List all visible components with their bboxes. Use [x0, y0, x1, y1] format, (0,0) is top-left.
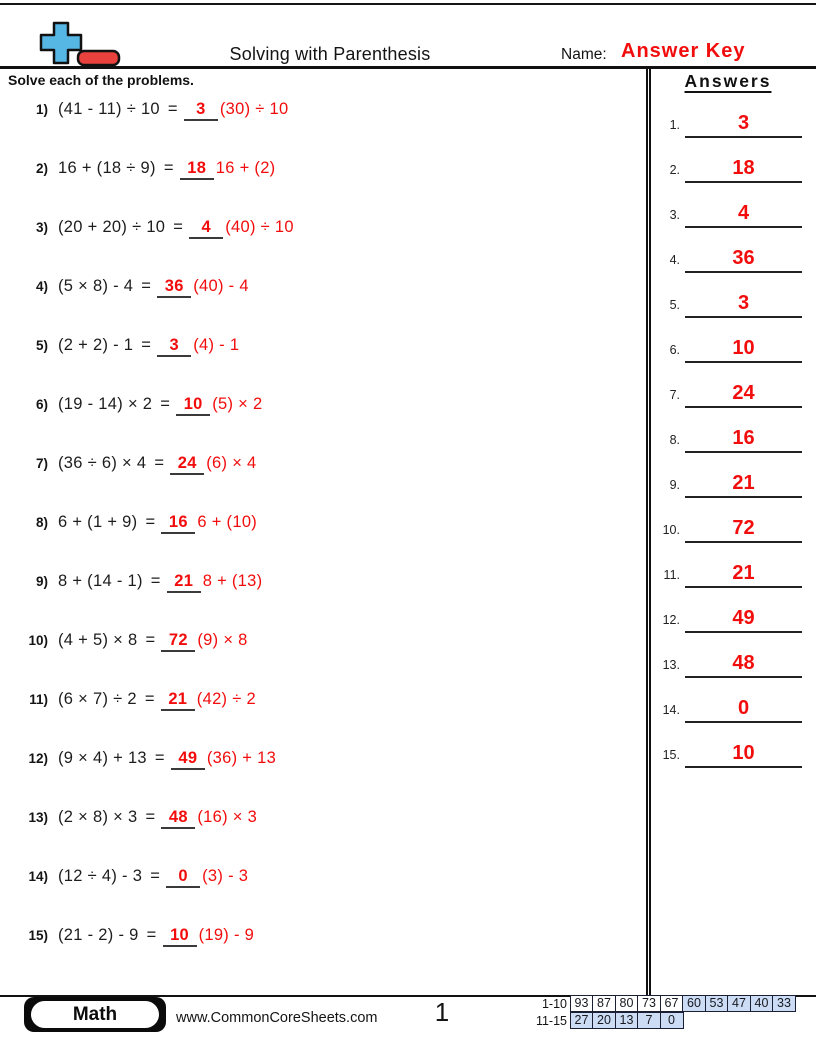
problem-row: [0, 336, 640, 357]
worked-step: 8 + (13): [202, 572, 263, 590]
score-table: [527, 995, 796, 1030]
problem-row: [0, 631, 640, 652]
answer-value[interactable]: 72: [685, 515, 802, 543]
score-cell: 27: [570, 1012, 594, 1029]
problem-number: 7): [35, 456, 48, 471]
answer-row: [652, 200, 802, 228]
answer-number: 8.: [669, 433, 680, 447]
equals-sign: =: [141, 277, 152, 295]
equals-sign: =: [144, 690, 155, 708]
answer-key-label: Answer Key: [621, 40, 746, 62]
problem-equation: (5 × 8) - 4: [58, 277, 134, 295]
problem-row: [0, 749, 640, 770]
problem-number: 2): [35, 161, 48, 176]
problem-number: 8): [35, 515, 48, 530]
answer-blank[interactable]: 36: [157, 277, 191, 298]
answer-blank[interactable]: 10: [176, 395, 210, 416]
equals-sign: =: [145, 631, 156, 649]
answer-number: 1.: [669, 118, 680, 132]
equals-sign: =: [141, 336, 152, 354]
score-cell: 7: [637, 1012, 661, 1029]
equals-sign: =: [163, 159, 174, 177]
equals-sign: =: [167, 100, 178, 118]
problem-row: [0, 277, 640, 298]
worked-step: (5) × 2: [212, 395, 263, 413]
score-cell: 20: [592, 1012, 616, 1029]
problem-row: [0, 513, 640, 534]
page-title: Solving with Parenthesis: [229, 44, 431, 64]
answer-number: 13.: [662, 658, 680, 672]
problem-equation: 16 + (18 ÷ 9): [58, 159, 156, 177]
header-divider: [0, 66, 816, 69]
problem-number: 5): [35, 338, 48, 353]
equals-sign: =: [145, 513, 156, 531]
answer-number: 4.: [669, 253, 680, 267]
answer-value[interactable]: 18: [685, 155, 802, 183]
score-cell: 13: [615, 1012, 639, 1029]
answer-number: 9.: [669, 478, 680, 492]
problem-row: [0, 395, 640, 416]
score-cell: 67: [660, 995, 684, 1012]
score-cell: 47: [727, 995, 751, 1012]
answer-number: 5.: [669, 298, 680, 312]
answer-blank[interactable]: 21: [161, 690, 195, 711]
problem-row: [0, 218, 640, 239]
problem-number: 13): [28, 810, 48, 825]
answers-column-divider: [646, 66, 651, 997]
answer-value[interactable]: 16: [685, 425, 802, 453]
answer-number: 2.: [669, 163, 680, 177]
answer-row: [652, 740, 802, 768]
problem-row: [0, 926, 640, 947]
answer-value[interactable]: 48: [685, 650, 802, 678]
answer-number: 11.: [663, 568, 680, 582]
problem-row: [0, 808, 640, 829]
problem-equation: 8 + (14 - 1): [58, 572, 143, 590]
answer-value[interactable]: 21: [685, 560, 802, 588]
answer-row: [652, 425, 802, 453]
problem-row: [0, 454, 640, 475]
problem-equation: (9 × 4) + 13: [58, 749, 147, 767]
problem-row: [0, 100, 640, 121]
answer-row: [652, 335, 802, 363]
problem-row: [0, 690, 640, 711]
score-row-2: [527, 1012, 796, 1030]
answers-heading: Answers: [684, 71, 772, 91]
score-cell: 0: [660, 1012, 684, 1029]
equals-sign: =: [146, 926, 157, 944]
answer-blank[interactable]: 18: [180, 159, 214, 180]
problem-equation: (2 + 2) - 1: [58, 336, 134, 354]
problem-equation: (6 × 7) ÷ 2: [58, 690, 137, 708]
problem-number: 6): [35, 397, 48, 412]
problem-equation: 6 + (1 + 9): [58, 513, 138, 531]
problem-equation: (19 - 14) × 2: [58, 395, 153, 413]
equals-sign: =: [154, 749, 165, 767]
answer-number: 12.: [662, 613, 680, 627]
answer-blank[interactable]: 0: [166, 867, 200, 888]
worked-step: (40) ÷ 10: [225, 218, 294, 236]
answer-row: [652, 110, 802, 138]
answer-row: [652, 515, 802, 543]
answer-value[interactable]: 4: [685, 200, 802, 228]
answer-value[interactable]: 10: [685, 335, 802, 363]
worked-step: (4) - 1: [193, 336, 240, 354]
equals-sign: =: [150, 867, 161, 885]
score-cell: 93: [570, 995, 594, 1012]
answer-value[interactable]: 3: [685, 110, 802, 138]
worked-step: (19) - 9: [198, 926, 255, 944]
answer-value[interactable]: 0: [685, 695, 802, 723]
score-cell: 40: [750, 995, 774, 1012]
problem-number: 15): [28, 928, 48, 943]
answer-blank[interactable]: 49: [171, 749, 205, 770]
answer-row: [652, 290, 802, 318]
score-row-label: 11-15: [535, 1013, 567, 1028]
problem-equation: (41 - 11) ÷ 10: [58, 100, 160, 118]
subject-badge-label: Math: [31, 1001, 159, 1028]
equals-sign: =: [160, 395, 171, 413]
problem-number: 9): [35, 574, 48, 589]
problem-equation: (4 + 5) × 8: [58, 631, 138, 649]
answer-row: [652, 380, 802, 408]
answer-blank[interactable]: 21: [167, 572, 201, 593]
worked-step: (6) × 4: [206, 454, 257, 472]
problem-row: [0, 867, 640, 888]
problem-number: 1): [35, 102, 48, 117]
worked-step: (3) - 3: [202, 867, 249, 885]
answer-blank[interactable]: 3: [184, 100, 218, 121]
answer-blank[interactable]: 72: [161, 631, 195, 652]
instructions-text: Solve each of the problems.: [8, 72, 194, 88]
top-border-line: [0, 3, 816, 5]
score-cell: 87: [592, 995, 616, 1012]
problem-equation: (36 ÷ 6) × 4: [58, 454, 147, 472]
answer-row: [652, 605, 802, 633]
page-number: 1: [434, 997, 450, 1027]
answer-row: [652, 650, 802, 678]
name-label: Name:: [561, 46, 607, 63]
score-row-label: 1-10: [541, 997, 567, 1011]
score-cell: 53: [705, 995, 729, 1012]
answer-number: 10.: [662, 523, 680, 537]
answer-number: 3.: [669, 208, 680, 222]
equals-sign: =: [150, 572, 161, 590]
answer-blank[interactable]: 24: [170, 454, 204, 475]
problem-row: [0, 572, 640, 593]
problem-equation: (20 + 20) ÷ 10: [58, 218, 166, 236]
worked-step: (16) × 3: [197, 808, 258, 826]
problem-equation: (2 × 8) × 3: [58, 808, 138, 826]
score-cell: 73: [637, 995, 661, 1012]
answer-number: 14.: [662, 703, 680, 717]
answer-number: 15.: [662, 748, 680, 762]
worked-step: (30) ÷ 10: [219, 100, 289, 118]
score-cell: 60: [682, 995, 706, 1012]
answer-value[interactable]: 49: [685, 605, 802, 633]
worked-step: (42) ÷ 2: [196, 690, 256, 708]
worked-step: (9) × 8: [197, 631, 248, 649]
answer-blank[interactable]: 4: [189, 218, 223, 239]
answer-row: [652, 560, 802, 588]
score-row-1: [527, 995, 796, 1013]
worked-step: 6 + (10): [197, 513, 258, 531]
problem-number: 12): [28, 751, 48, 766]
subject-badge: [24, 997, 166, 1032]
problem-row: [0, 159, 640, 180]
website-link[interactable]: www.CommonCoreSheets.com: [176, 1010, 378, 1026]
answer-row: [652, 695, 802, 723]
problem-number: 10): [28, 633, 48, 648]
problem-number: 4): [35, 279, 48, 294]
equals-sign: =: [173, 218, 184, 236]
answer-blank[interactable]: 3: [157, 336, 191, 357]
answer-blank[interactable]: 10: [163, 926, 197, 947]
answer-value[interactable]: 21: [685, 470, 802, 498]
worked-step: (36) + 13: [206, 749, 277, 767]
answer-row: [652, 245, 802, 273]
answer-value[interactable]: 24: [685, 380, 802, 408]
problem-equation: (21 - 2) - 9: [58, 926, 139, 944]
answer-row: [652, 470, 802, 498]
answer-number: 7.: [669, 388, 680, 402]
answer-blank[interactable]: 16: [161, 513, 195, 534]
answer-value[interactable]: 36: [685, 245, 802, 273]
answer-value[interactable]: 10: [685, 740, 802, 768]
equals-sign: =: [145, 808, 156, 826]
score-cell: 33: [772, 995, 796, 1012]
score-cell: 80: [615, 995, 639, 1012]
problem-number: 14): [28, 869, 48, 884]
problem-number: 3): [35, 220, 48, 235]
problem-equation: (12 ÷ 4) - 3: [58, 867, 143, 885]
equals-sign: =: [154, 454, 165, 472]
worked-step: (40) - 4: [193, 277, 249, 295]
problem-number: 11): [29, 692, 48, 707]
answer-number: 6.: [669, 343, 680, 357]
answer-row: [652, 155, 802, 183]
worked-step: 16 + (2): [215, 159, 276, 177]
answer-blank[interactable]: 48: [161, 808, 195, 829]
answer-value[interactable]: 3: [685, 290, 802, 318]
